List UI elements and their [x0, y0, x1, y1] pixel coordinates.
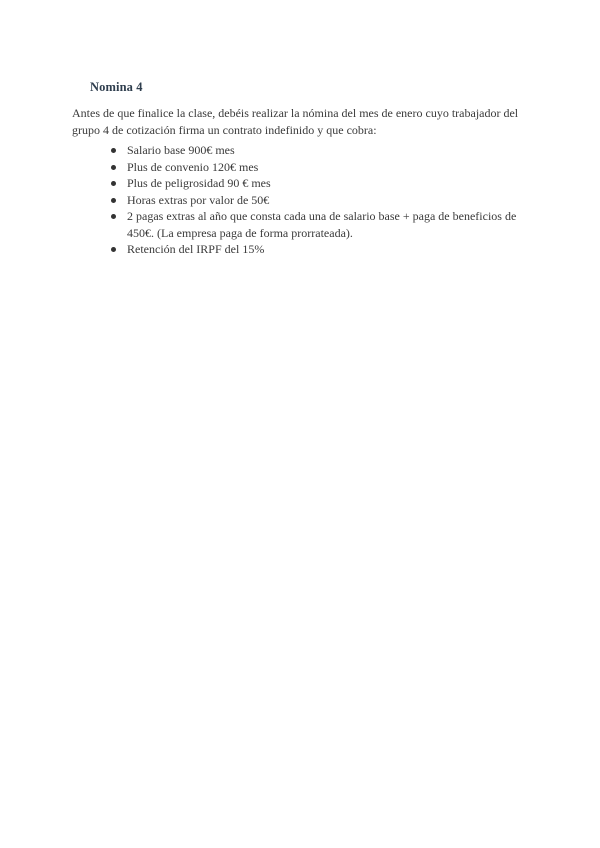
list-item-text: Retención del IRPF del 15%: [127, 242, 265, 256]
list-item: [109, 159, 539, 176]
bullet-icon: [111, 148, 116, 153]
list-item: [109, 192, 539, 209]
list-item: [109, 175, 539, 192]
intro-paragraph: Antes de que finalice la clase, debéis realizar la nómina del mes de enero cuyo trabajador del grupo 4 de cotización firma un contrato indefinido y que cobra:: [72, 106, 519, 137]
bullet-icon: [111, 247, 116, 252]
conditions-list: [109, 142, 539, 258]
bullet-icon: [111, 214, 116, 219]
bullet-icon: [111, 181, 116, 186]
list-item-text: Plus de peligrosidad 90 € mes: [127, 176, 271, 190]
bullet-icon: [111, 165, 116, 170]
list-item: [109, 241, 539, 258]
bullet-icon: [111, 198, 116, 203]
document-heading: Nomina 4: [90, 80, 143, 94]
list-item-text: Salario base 900€ mes: [127, 143, 235, 157]
list-item-text: Horas extras por valor de 50€: [127, 192, 270, 207]
list-item: [109, 142, 539, 159]
list-item-text: 2 pagas extras al año que consta cada una de salario base + paga de beneficios de 450€. (La empresa paga de forma prorrateada).: [127, 209, 517, 240]
list-item-text: Plus de convenio 120€ mes: [127, 159, 259, 174]
list-item: [109, 208, 539, 241]
